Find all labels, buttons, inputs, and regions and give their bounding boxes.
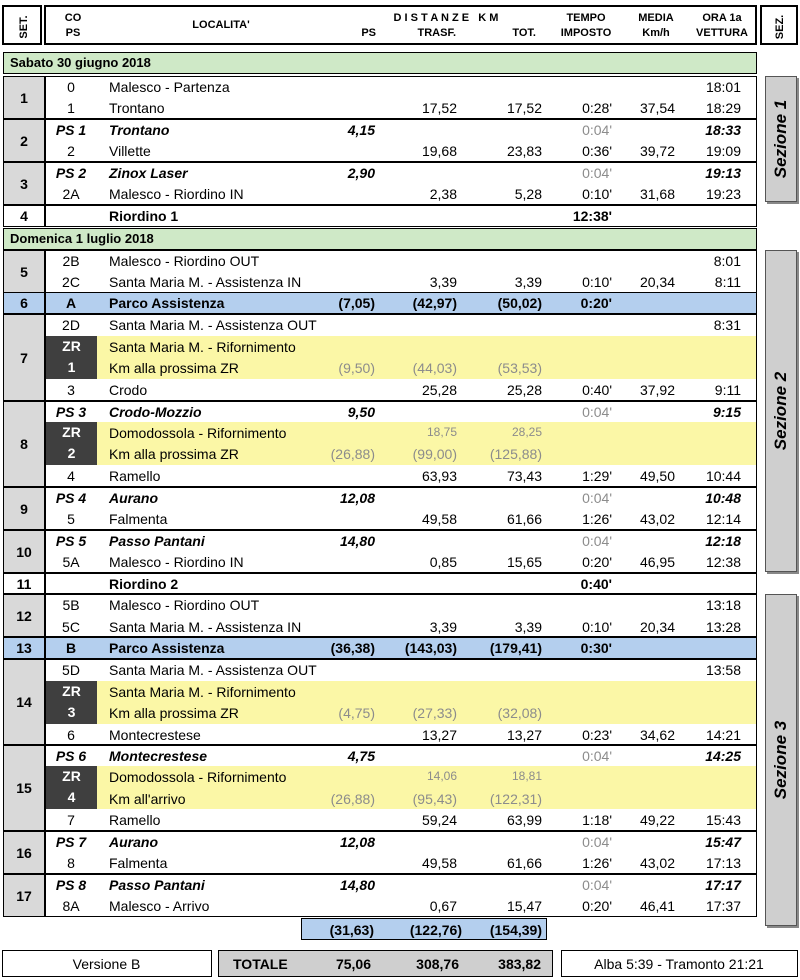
- cell-ora: 9:11: [714, 382, 741, 398]
- cell-loc: Crodo: [109, 382, 148, 398]
- header-media-2: Km/h: [642, 27, 670, 39]
- cell-tot: 13,27: [506, 727, 542, 743]
- section-1-box: [765, 76, 797, 202]
- cell-tp: 0:04': [582, 122, 612, 138]
- cell-ps: (7,05): [338, 295, 375, 311]
- cell-co: 2C: [62, 274, 80, 290]
- cell-tot: 17,52: [506, 100, 542, 116]
- cell-ora: 12:38: [705, 554, 741, 570]
- cell-tot: 73,43: [506, 468, 542, 484]
- cell-med: 37,92: [639, 382, 675, 398]
- settore-14: 14: [3, 659, 45, 745]
- cell-tr: (27,33): [412, 705, 457, 721]
- section-2-label: Sezione 2: [771, 371, 790, 451]
- cell-ps: 2,90: [347, 165, 375, 181]
- cell-loc: Zinox Laser: [109, 165, 188, 181]
- cell-loc: Malesco - Riordino IN: [109, 554, 244, 570]
- cell-tp: 0:04': [582, 877, 612, 893]
- cell-tp: 0:10': [582, 274, 612, 290]
- table-row: [45, 271, 757, 293]
- header-co: CO: [64, 12, 82, 24]
- table-row: [45, 422, 757, 444]
- alba-tramonto-label: Alba 5:39 - Tramonto 21:21: [594, 956, 764, 972]
- cell-ora: 12:14: [705, 511, 741, 527]
- cell-med: 34,62: [639, 727, 675, 743]
- cell-tp: 0:04': [582, 834, 612, 850]
- header-ora-2: VETTURA: [696, 27, 748, 39]
- table-row: [45, 250, 757, 272]
- cell-co: 5D: [62, 662, 80, 678]
- zr-label: ZR: [62, 424, 81, 440]
- table-row: [45, 766, 757, 788]
- cell-ora: 8:31: [713, 317, 741, 333]
- cell-co: 2D: [62, 317, 80, 333]
- table-row: [45, 487, 757, 509]
- cell-co: 6: [67, 727, 75, 743]
- cell-ora: 15:47: [705, 834, 741, 850]
- cell-ora: 10:48: [705, 490, 741, 506]
- cell-co: PS 4: [55, 490, 87, 506]
- table-row: [45, 119, 757, 141]
- cell-ps: 4,15: [347, 122, 375, 138]
- cell-tp: 0:40': [582, 382, 612, 398]
- footer-alba-tramonto: [561, 950, 798, 977]
- table-row: [45, 616, 757, 638]
- settore-4: 4: [3, 205, 45, 227]
- totale-ps: 75,06: [335, 956, 371, 972]
- cell-co: 3: [67, 382, 75, 398]
- cell-loc: Montecrestese: [109, 727, 201, 743]
- cell-tp: 0:20': [580, 295, 612, 311]
- header-tempo-1: TEMPO: [566, 12, 606, 24]
- cell-tot: 15,65: [506, 554, 542, 570]
- cell-co: 5: [67, 511, 75, 527]
- cell-loc: Malesco - Riordino OUT: [109, 253, 260, 269]
- cell-ora: 17:17: [705, 877, 741, 893]
- cell-loc: Villette: [109, 143, 151, 159]
- header-localita: LOCALITA': [192, 19, 250, 31]
- cell-co: 5B: [62, 597, 80, 613]
- cell-tr: (44,03): [412, 360, 457, 376]
- cell-tp: 0:04': [582, 533, 612, 549]
- subtotal-ps: (31,63): [329, 922, 374, 938]
- cell-co: 1: [67, 100, 75, 116]
- cell-ps: (26,88): [330, 446, 375, 462]
- header-tot: TOT.: [512, 27, 536, 39]
- cell-med: 49,22: [639, 812, 675, 828]
- cell-loc: Domodossola - Rifornimento: [109, 425, 287, 441]
- cell-loc: Passo Pantani: [109, 533, 205, 549]
- table-row: [45, 401, 757, 423]
- settore-7: 7: [3, 314, 45, 401]
- zr-number: 1: [67, 359, 76, 375]
- totale-trasf: 308,76: [416, 956, 459, 972]
- header-media-1: MEDIA: [638, 12, 674, 24]
- table-row: [45, 745, 757, 767]
- table-row: [45, 205, 757, 227]
- cell-med: 46,41: [639, 898, 675, 914]
- cell-tot: 3,39: [514, 619, 542, 635]
- cell-loc: Ramello: [109, 812, 161, 828]
- zr-number: 4: [67, 789, 76, 805]
- table-row: [45, 443, 757, 465]
- footer-versione: [2, 950, 212, 977]
- settore-12: 12: [3, 594, 45, 637]
- cell-tr: (95,43): [412, 791, 457, 807]
- cell-ps: 14,80: [339, 533, 375, 549]
- table-row: [45, 465, 757, 487]
- cell-co: 5C: [62, 619, 80, 635]
- table-row: [45, 573, 757, 595]
- cell-loc: Ramello: [109, 468, 161, 484]
- cell-ora: 18:29: [705, 100, 741, 116]
- cell-ps: (26,88): [330, 791, 375, 807]
- cell-co: 8A: [62, 898, 80, 914]
- cell-ora: 14:21: [705, 727, 741, 743]
- cell-ora: 13:58: [705, 662, 741, 678]
- section-3-box: [765, 594, 797, 926]
- versione-label: Versione B: [72, 956, 141, 972]
- cell-loc: Malesco - Riordino IN: [109, 186, 244, 202]
- header-trasf: TRASF.: [417, 27, 456, 39]
- settore-15: 15: [3, 745, 45, 831]
- cell-tr: (99,00): [412, 446, 457, 462]
- cell-tr: 17,52: [421, 100, 457, 116]
- cell-loc: Riordino 1: [109, 208, 179, 224]
- cell-med: 43,02: [639, 855, 675, 871]
- header-set-label: SET.: [18, 15, 30, 39]
- cell-tr: 19,68: [421, 143, 457, 159]
- cell-tp: 0:04': [582, 165, 612, 181]
- settore-11: 11: [3, 573, 45, 594]
- cell-loc: Km alla prossima ZR: [109, 360, 239, 376]
- cell-tot: (53,53): [497, 360, 542, 376]
- cell-ora: 8:01: [713, 253, 741, 269]
- cell-co: 2: [67, 143, 75, 159]
- cell-tr: 3,39: [429, 274, 457, 290]
- table-row: [45, 76, 757, 98]
- cell-tr: 49,58: [421, 511, 457, 527]
- cell-tp: 12:38': [572, 208, 612, 224]
- header-distanze: D I S T A N Z E K M: [393, 12, 499, 24]
- cell-co: PS 2: [55, 165, 87, 181]
- cell-tp: 0:28': [582, 100, 612, 116]
- cell-med: 37,54: [639, 100, 675, 116]
- cell-co: PS 1: [55, 122, 87, 138]
- subtotal-tot: (154,39): [489, 922, 542, 938]
- cell-ora: 12:18: [705, 533, 741, 549]
- totale-tot: 383,82: [498, 956, 541, 972]
- header-sez: [760, 5, 798, 45]
- table-row: [45, 551, 757, 573]
- cell-tot: 18,81: [511, 769, 542, 783]
- settore-1: 1: [3, 76, 45, 119]
- cell-tr: 25,28: [421, 382, 457, 398]
- cell-co: 2B: [62, 253, 80, 269]
- cell-ora: 8:11: [714, 274, 741, 290]
- cell-tr: (42,97): [412, 295, 457, 311]
- cell-loc: Riordino 2: [109, 576, 179, 592]
- settore-8: 8: [3, 401, 45, 487]
- cell-med: 49,50: [639, 468, 675, 484]
- cell-tr: 63,93: [421, 468, 457, 484]
- cell-tr: 59,24: [421, 812, 457, 828]
- table-row: [45, 379, 757, 401]
- cell-ora: 18:33: [705, 122, 741, 138]
- cell-tot: 61,66: [506, 855, 542, 871]
- settore-9: 9: [3, 487, 45, 530]
- cell-ps: 14,80: [339, 877, 375, 893]
- cell-co: 7: [67, 812, 75, 828]
- zr-number: 3: [67, 704, 76, 720]
- cell-co: 2A: [62, 186, 80, 202]
- cell-ps: 4,75: [347, 748, 375, 764]
- cell-tr: 18,75: [426, 425, 457, 439]
- cell-co: 0: [67, 79, 75, 95]
- header-tempo-2: IMPOSTO: [560, 27, 612, 39]
- cell-co: PS 8: [55, 877, 87, 893]
- cell-loc: Aurano: [109, 834, 158, 850]
- cell-loc: Km alla prossima ZR: [109, 705, 239, 721]
- header-ps: PS: [361, 27, 376, 39]
- cell-loc: Falmenta: [109, 511, 168, 527]
- cell-tot: 25,28: [506, 382, 542, 398]
- cell-tp: 0:20': [582, 898, 612, 914]
- cell-med: 43,02: [639, 511, 675, 527]
- cell-loc: Santa Maria M. - Rifornimento: [109, 339, 296, 355]
- settore-2: 2: [3, 119, 45, 162]
- header-co-ps: PS: [65, 27, 81, 39]
- cell-co: PS 3: [55, 404, 87, 420]
- settore-3: 3: [3, 162, 45, 205]
- cell-ora: 18:01: [705, 79, 741, 95]
- cell-ps: 12,08: [339, 490, 375, 506]
- table-row: [45, 895, 757, 917]
- cell-tot: 61,66: [506, 511, 542, 527]
- cell-co: 5A: [62, 554, 80, 570]
- cell-ora: 9:15: [712, 404, 741, 420]
- cell-loc: Santa Maria M. - Rifornimento: [109, 684, 296, 700]
- subtotal-box: [301, 918, 547, 940]
- cell-tr: 0,85: [429, 554, 457, 570]
- cell-ora: 10:44: [705, 468, 741, 484]
- day-bar-saturday: Sabato 30 giugno 2018: [3, 52, 757, 74]
- cell-tp: 1:29': [582, 468, 612, 484]
- table-row: [45, 724, 757, 746]
- cell-ora: 15:43: [705, 812, 741, 828]
- cell-tp: 0:30': [580, 640, 612, 656]
- cell-co: PS 5: [55, 533, 87, 549]
- cell-co: A: [65, 295, 77, 311]
- cell-tot: (32,08): [497, 705, 542, 721]
- header-set: [2, 5, 42, 45]
- cell-tot: (122,31): [489, 791, 542, 807]
- cell-tp: 0:04': [582, 404, 612, 420]
- cell-tr: 14,06: [426, 769, 457, 783]
- cell-tp: 0:04': [582, 490, 612, 506]
- table-row: [45, 702, 757, 724]
- table-row: [45, 314, 757, 336]
- totale-label: TOTALE: [233, 956, 288, 972]
- table-row: [45, 183, 757, 205]
- table-row: [45, 831, 757, 853]
- cell-loc: Domodossola - Rifornimento: [109, 769, 287, 785]
- cell-tp: 0:40': [580, 576, 612, 592]
- cell-tr: 2,38: [429, 186, 457, 202]
- cell-ps: (4,75): [338, 705, 375, 721]
- table-row: [45, 594, 757, 616]
- cell-loc: Trontano: [109, 100, 165, 116]
- cell-loc: Aurano: [109, 490, 158, 506]
- subtotal-trasf: (122,76): [409, 922, 462, 938]
- section-3-label: Sezione 3: [771, 720, 790, 800]
- settore-17: 17: [3, 874, 45, 917]
- cell-ora: 13:18: [705, 597, 741, 613]
- cell-med: 20,34: [639, 274, 675, 290]
- cell-loc: Santa Maria M. - Assistenza OUT: [109, 662, 317, 678]
- cell-tot: 23,83: [506, 143, 542, 159]
- cell-tp: 1:18': [582, 812, 612, 828]
- cell-tp: 0:10': [582, 619, 612, 635]
- cell-ora: 14:25: [705, 748, 741, 764]
- table-row: [45, 162, 757, 184]
- cell-ora: 13:28: [705, 619, 741, 635]
- cell-tot: 15,47: [506, 898, 542, 914]
- section-2-box: [765, 250, 797, 572]
- cell-loc: Malesco - Riordino OUT: [109, 597, 260, 613]
- table-row: [45, 788, 757, 810]
- zr-label: ZR: [62, 338, 81, 354]
- cell-tot: (125,88): [489, 446, 542, 462]
- table-row: [45, 530, 757, 552]
- cell-co: PS 7: [55, 834, 87, 850]
- cell-loc: Santa Maria M. - Assistenza IN: [109, 274, 302, 290]
- cell-tr: 13,27: [421, 727, 457, 743]
- cell-loc: Trontano: [109, 122, 170, 138]
- cell-tot: 28,25: [511, 425, 542, 439]
- table-row: [45, 292, 757, 314]
- cell-co: PS 6: [55, 748, 87, 764]
- cell-loc: Crodo-Mozzio: [109, 404, 202, 420]
- table-row: [45, 357, 757, 379]
- settore-16: 16: [3, 831, 45, 874]
- cell-co: B: [65, 640, 77, 656]
- table-row: [45, 97, 757, 119]
- cell-tp: 0:20': [582, 554, 612, 570]
- cell-loc: Malesco - Arrivo: [109, 898, 210, 914]
- settore-13: 13: [3, 637, 45, 659]
- cell-loc: Parco Assistenza: [109, 640, 225, 656]
- cell-ora: 19:13: [705, 165, 741, 181]
- header-sez-label: SEZ.: [774, 14, 786, 40]
- cell-ps: (9,50): [338, 360, 375, 376]
- cell-tp: 0:36': [582, 143, 612, 159]
- cell-co: 8: [67, 855, 75, 871]
- cell-ps: (36,38): [330, 640, 375, 656]
- cell-loc: Passo Pantani: [109, 877, 205, 893]
- cell-tot: (50,02): [497, 295, 542, 311]
- table-row: [45, 809, 757, 831]
- table-row: [45, 659, 757, 681]
- zr-label: ZR: [62, 683, 81, 699]
- cell-loc: Falmenta: [109, 855, 168, 871]
- cell-tp: 0:04': [582, 748, 612, 764]
- cell-ora: 19:23: [705, 186, 741, 202]
- cell-tp: 1:26': [582, 511, 612, 527]
- table-row: [45, 508, 757, 530]
- cell-loc: Km alla prossima ZR: [109, 446, 239, 462]
- cell-med: 31,68: [639, 186, 675, 202]
- cell-tr: 0,67: [429, 898, 457, 914]
- cell-loc: Santa Maria M. - Assistenza OUT: [109, 317, 317, 333]
- cell-tr: 49,58: [421, 855, 457, 871]
- cell-med: 20,34: [639, 619, 675, 635]
- table-row: [45, 874, 757, 896]
- cell-ora: 17:13: [705, 855, 741, 871]
- table-row: [45, 140, 757, 162]
- cell-co: 4: [67, 468, 75, 484]
- day-bar-sunday: Domenica 1 luglio 2018: [3, 228, 757, 250]
- cell-tr: (143,03): [404, 640, 457, 656]
- cell-tot: 3,39: [514, 274, 542, 290]
- cell-tp: 0:10': [582, 186, 612, 202]
- cell-loc: Santa Maria M. - Assistenza IN: [109, 619, 302, 635]
- table-row: [45, 336, 757, 358]
- section-1-label: Sezione 1: [771, 99, 790, 179]
- zr-label: ZR: [62, 768, 81, 784]
- cell-tot: 63,99: [506, 812, 542, 828]
- table-row: [45, 681, 757, 703]
- cell-loc: Malesco - Partenza: [109, 79, 230, 95]
- table-row: [45, 637, 757, 659]
- cell-ora: 17:37: [705, 898, 741, 914]
- cell-ps: 12,08: [339, 834, 375, 850]
- cell-loc: Parco Assistenza: [109, 295, 225, 311]
- cell-med: 46,95: [639, 554, 675, 570]
- cell-ps: 9,50: [347, 404, 375, 420]
- cell-med: 39,72: [639, 143, 675, 159]
- settore-10: 10: [3, 530, 45, 573]
- footer-totale: [218, 950, 553, 977]
- cell-tot: (179,41): [489, 640, 542, 656]
- cell-loc: Montecrestese: [109, 748, 208, 764]
- settore-6: 6: [3, 292, 45, 314]
- settore-5: 5: [3, 250, 45, 293]
- cell-ora: 19:09: [705, 143, 741, 159]
- cell-tr: 3,39: [429, 619, 457, 635]
- header-ora-1: ORA 1a: [702, 12, 742, 24]
- cell-tp: 1:26': [582, 855, 612, 871]
- header-main: [44, 5, 757, 45]
- table-row: [45, 852, 757, 874]
- cell-loc: Km all'arrivo: [109, 791, 186, 807]
- zr-number: 2: [67, 445, 76, 461]
- cell-tp: 0:23': [582, 727, 612, 743]
- cell-tot: 5,28: [514, 186, 542, 202]
